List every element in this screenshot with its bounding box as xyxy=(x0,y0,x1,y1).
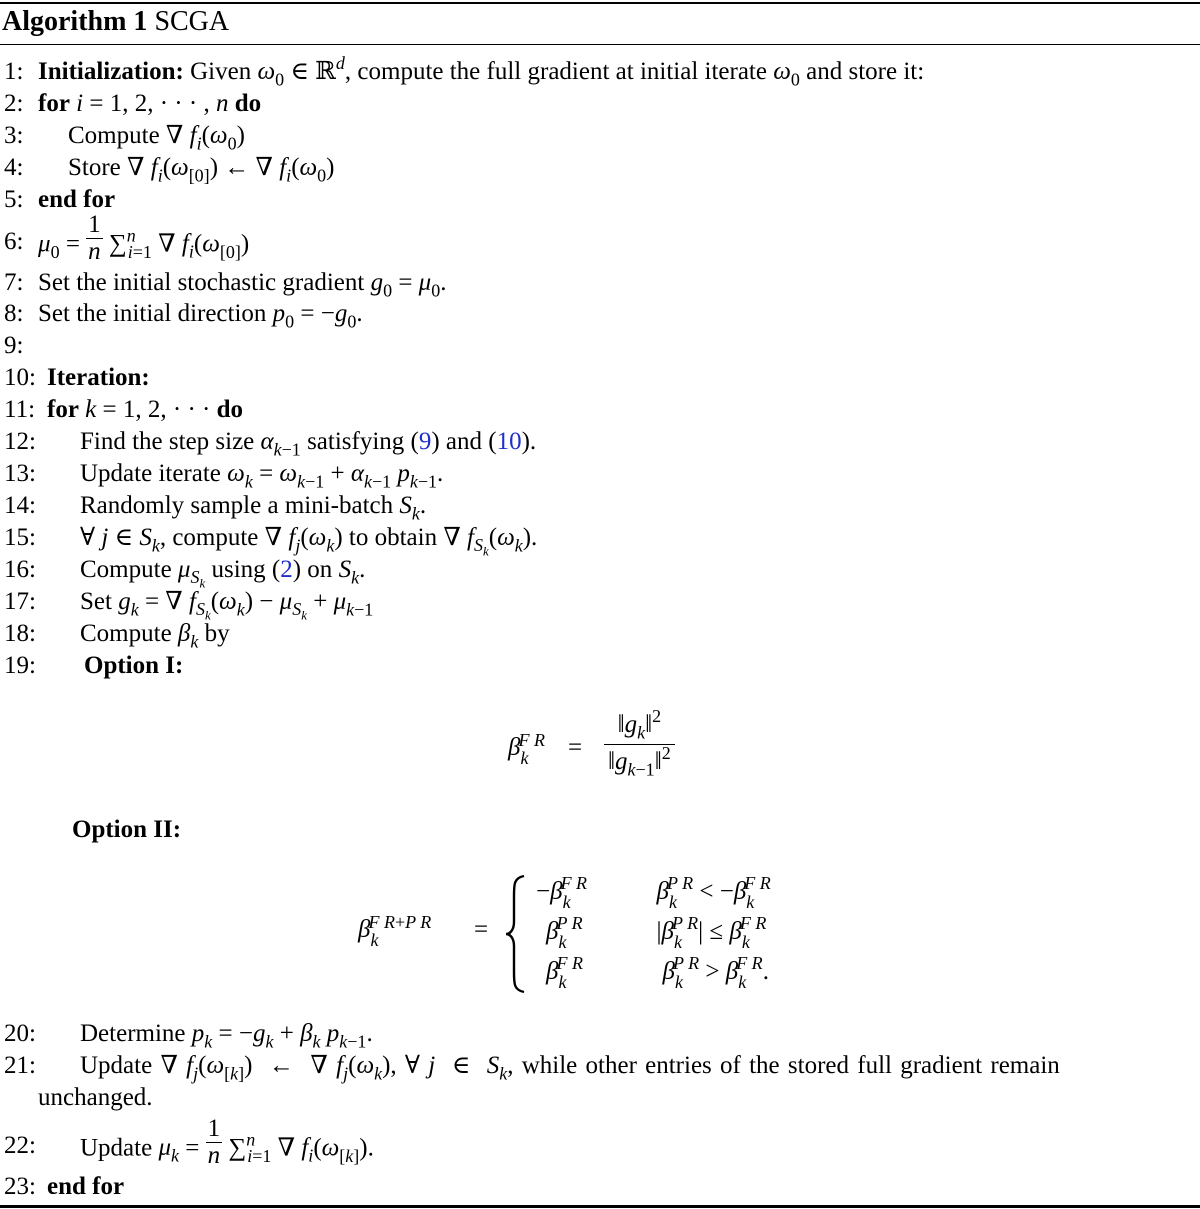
option-1-keyword: Option I: xyxy=(84,652,184,679)
line-7-text: Set the initial stochastic gradient $g_0 = \mu_0$. xyxy=(38,269,447,301)
line-13-text: Update iterate $\omega_k = \omega_{k-1} + \alpha_{k-1}$ $p_{k-1}$. xyxy=(80,460,444,492)
line-20-text: Determine $p_k = -g_k + \beta_k$ $p_{k-1}$. xyxy=(80,1020,373,1052)
do-keyword: do xyxy=(216,396,244,423)
left-brace xyxy=(504,874,528,994)
line-number: 13: xyxy=(4,460,36,487)
line-number: 21: xyxy=(4,1052,36,1079)
line-number: 5: xyxy=(4,186,24,213)
equation-ref-2[interactable]: 2 xyxy=(280,556,293,583)
line-11-text: k = 1, 2, · · · xyxy=(85,396,211,423)
line-number: 15: xyxy=(4,524,36,551)
line-number: 23: xyxy=(4,1173,36,1200)
line-6-text: $\mu_0$ = $\frac{1}{n}$ ∑$^n_{i=1}$ ∇ $f_i(\omega_{[0]})$ xyxy=(38,211,250,266)
caption-label: Algorithm 1 xyxy=(2,6,148,37)
line-16-text: Compute $\mu_{S_k}$ using (2) on $S_k$. xyxy=(80,556,366,591)
line-12-text: Find the step size $\alpha_{k-1}$ satisfying (9) and (10). xyxy=(80,428,537,460)
line-14-text: Randomly sample a mini-batch $S_k$. xyxy=(80,492,427,524)
line-22-text: Update $\mu_k$ = $\frac{1}{n}$ ∑$^n_{i=1}$ ∇ $f_i(\omega_{[k]})$. xyxy=(80,1115,374,1170)
bottom-rule xyxy=(0,1205,1200,1208)
line-number: 18: xyxy=(4,620,36,647)
line-number: 11: xyxy=(4,396,36,423)
line-number: 12: xyxy=(4,428,36,455)
init-keyword: Initialization: xyxy=(38,58,184,85)
line-number: 7: xyxy=(4,269,24,296)
line-number: 16: xyxy=(4,556,36,583)
line-number: 19: xyxy=(4,652,36,679)
line-number: 10: xyxy=(4,364,36,391)
equation-ref-10[interactable]: 10 xyxy=(496,428,522,455)
line-number: 1: xyxy=(4,58,24,85)
line-21-text-continued: unchanged. xyxy=(38,1084,153,1111)
end-for-keyword: end for xyxy=(47,1173,125,1200)
line-number: 20: xyxy=(4,1020,36,1047)
for-keyword: for xyxy=(38,90,70,117)
beta-fr-pr-formula: $\beta_k^{F R+P R}$ = $-\beta_k^{F R}$ $\beta_k^{P R} < -\beta_k^{F R}$ $\beta_k^{P R}$ $|\beta_k^{P R}| \le \beta_k^{F R}$ $\beta_k^{F R}$ $\beta_k^{P R} > \beta_k^{F R}$. xyxy=(358,873,771,992)
line-number: 6: xyxy=(4,228,24,255)
line-number: 14: xyxy=(4,492,36,519)
iteration-keyword: Iteration: xyxy=(47,364,150,391)
line-15-text: ∀ j ∈ $S_k$, compute ∇ $f_j(\omega_k)$ to obtain ∇ $f_{S_k}(\omega_k)$. xyxy=(80,524,538,559)
line-8-text: Set the initial direction $p_0 = -g_0$. xyxy=(38,300,363,332)
line-4-text: Store ∇ $f_i(\omega_{[0]})$ ← ∇ $f_i(\omega_0)$ xyxy=(68,154,335,186)
line-2-text: i = 1, 2, · · · , n xyxy=(76,90,229,117)
algorithm-caption xyxy=(2,4,229,40)
line-number: 22: xyxy=(4,1132,36,1159)
line-21-text: Update ∇ $f_j(\omega_{[k]})$ ← ∇ $f_j(\omega_k)$, ∀ j ∈ $S_k$, while other entries of the stored full gradient remain xyxy=(80,1052,1060,1084)
equation-ref-9[interactable]: 9 xyxy=(418,428,432,455)
caption-name: SCGA xyxy=(154,6,230,37)
line-3-text: Compute ∇ $f_i(\omega_0)$ xyxy=(68,122,245,154)
end-for-keyword: end for xyxy=(38,186,116,213)
do-keyword: do xyxy=(234,90,262,117)
line-17-text: Set $g_k$ = ∇ $f_{S_k}(\omega_k) - \mu_{S_k} + \mu_{k-1}$ xyxy=(80,588,374,623)
line-number: 2: xyxy=(4,90,24,117)
line-number: 8: xyxy=(4,300,24,327)
line-number: 9: xyxy=(4,332,24,359)
line-number: 17: xyxy=(4,588,36,615)
line-number: 3: xyxy=(4,122,24,149)
line-number: 4: xyxy=(4,154,24,181)
caption-rule xyxy=(0,44,1200,45)
line-18-text: Compute $\beta_k$ by xyxy=(80,620,230,652)
for-keyword: for xyxy=(47,396,79,423)
option-2-keyword: Option II: xyxy=(72,816,182,843)
line-1-text: Given $\omega_0$ ∈ ℝ$^d$, compute the full gradient at initial iterate $\omega_0$ and store it: xyxy=(190,53,925,90)
